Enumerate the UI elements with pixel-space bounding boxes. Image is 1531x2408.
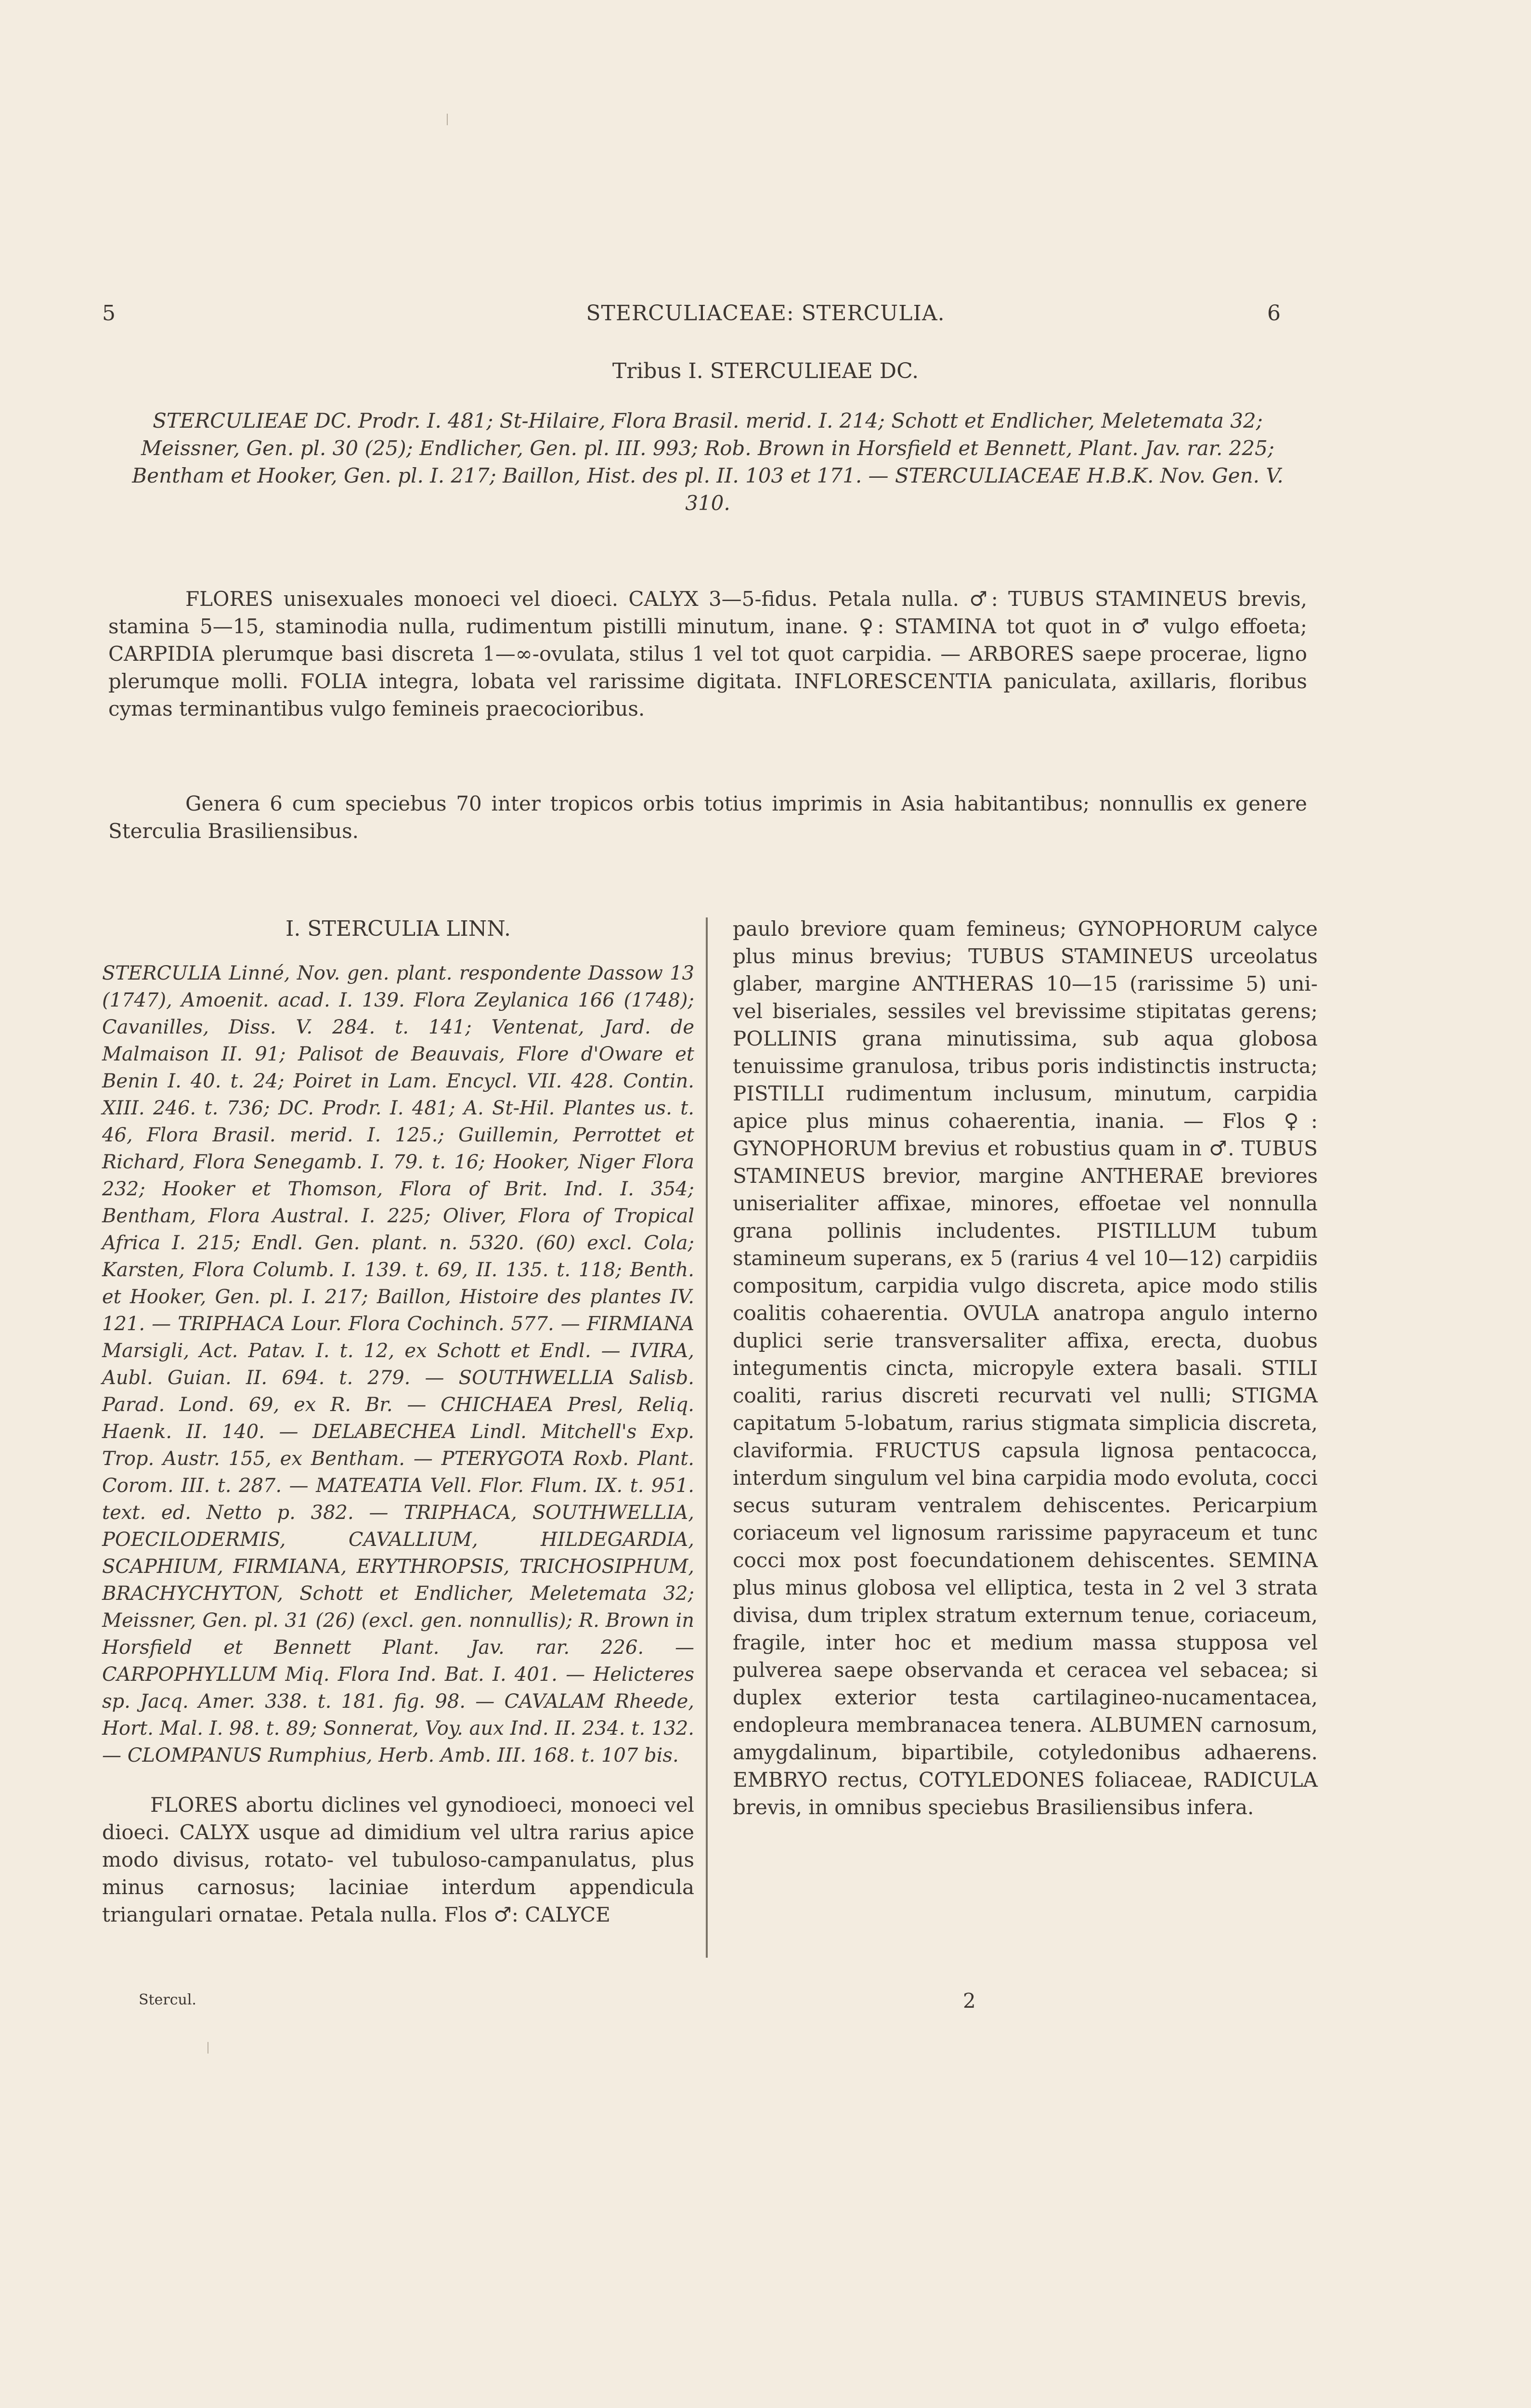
genus-description-continued: paulo breviore quam femineus; GYNOPHORUM calyce plus minus brevius; TUBUS STAMINEUS urceolatus glaber, margine ANTHERAS 10—15 (rarissime 5) uni- vel biseriales, sessiles vel brevissime stipitatas gerens; POLLINIS grana minutissima, sub aqua globosa tenuissime granulosa, tribus poris indistinctis instructa; PISTILLI rudimentum inclusum, minutum, carpidia apice plus minus cohaerentia, inania. — Flos ♀: GYNOPHORUM brevius et robustius quam in ♂. TUBUS STAMINEUS brevior, margine ANTHERAE breviores uniserialiter affixae, minores, effoetae vel nonnulla grana pollinis includentes. PISTILLUM tubum stamineum superans, ex 5 (rarius 4 vel 10—12) carpidiis compositum, carpidia vulgo discreta, apice modo stilis coalitis cohaerentia. OVULA anatropa angulo interno duplici serie transversaliter affixa, erecta, duobus integumentis cincta, micropyle extera basali. STILI coaliti, rarius discreti recurvati vel nulli; STIGMA capitatum 5-lobatum, rarius stigmata simplicia discreta, claviformia. FRUCTUS capsula lignosa pentacocca, interdum singulum vel bina carpidia modo evoluta, cocci secus suturam ventralem dehiscentes. Pericarpium coriaceum vel lignosum rarissime papyraceum et tunc cocci mox post foecundationem dehiscentes. SEMINA plus minus globosa vel elliptica, testa in 2 vel 3 strata divisa, dum triplex stratum externum tenue, coriaceum, fragile, inter hoc et medium massa stupposa vel pulverea saepe observanda et ceracea vel sebacea; si duplex exterior testa cartilagineo-nucamentacea, endopleura membranacea tenera. ALBUMEN carnosum, amygdalinum, bipartibile, cotyledonibus adhaerens. EMBRYO rectus, COTYLEDONES foliaceae, RADICULA brevis, in omnibus speciebus Brasiliensibus infera. [733,917,1318,1819]
page-number-left: 5 [102,301,116,326]
running-title: STERCULIACEAE: STERCULIA. [586,301,945,326]
genus-description-start: FLORES abortu diclines vel gynodioeci, monoeci vel dioeci. CALYX usque ad dimidium vel ultra rarius apice modo divisus, rotato- vel tubuloso-campanulatus, plus minus carnosus; laciniae interdum appendicula triangulari ornatae. Petala nulla. Flos ♂: CALYCE [102,1793,694,1926]
genera-note: Genera 6 cum speciebus 70 inter tropicos orbis totius imprimis in Asia habitantibus; nonnullis ex genere Sterculia Brasiliensibus. [108,792,1307,843]
tribus-synonymy: STERCULIEAE DC. Prodr. I. 481; St-Hilaire, Flora Brasil. merid. I. 214; Schott et Endlicher, Meletemata 32; Meissner, Gen. pl. 30 (25); Endlicher, Gen. pl. III. 993; Rob. Brown in Horsfield et Bennett, Plant. Jav. rar. 225; Bentham et Hooker, Gen. pl. I. 217; Baillon, Hist. des pl. II. 103 et 171. — STERCULIACEAE H.B.K. Nov. Gen. V. 310. [132,409,1284,515]
genus-heading: I. STERCULIA LINN. [285,916,511,941]
left-column [102,915,694,1928]
column-divider [706,917,708,1958]
genus-synonymy: STERCULIA Linné, Nov. gen. plant. respondente Dassow 13 (1747), Amoenit. acad. I. 139. Flora Zeylanica 166 (1748); Cavanilles, Diss. V. 284. t. 141; Ventenat, Jard. de Malmaison II. 91; Palisot de Beauvais, Flore d'Oware et Benin I. 40. t. 24; Poiret in Lam. Encycl. VII. 428. Contin. XIII. 246. t. 736; DC. Prodr. I. 481; A. St-Hil. Plantes us. t. 46, Flora Brasil. merid. I. 125.; Guillemin, Perrottet et Richard, Flora Senegamb. I. 79. t. 16; Hooker, Niger Flora 232; Hooker et Thomson, Flora of Brit. Ind. I. 354; Bentham, Flora Austral. I. 225; Oliver, Flora of Tropical Africa I. 215; Endl. Gen. plant. n. 5320. (60) excl. Cola; Karsten, Flora Columb. I. 139. t. 69, II. 135. t. 118; Benth. et Hooker, Gen. pl. I. 217; Baillon, Histoire des plantes IV. 121. — TRIPHACA Lour. Flora Cochinch. 577. — FIRMIANA Marsigli, Act. Patav. I. t. 12, ex Schott et Endl. — IVIRA, Aubl. Guian. II. 694. t. 279. — SOUTHWELLIA Salisb. Parad. Lond. 69, ex R. Br. — CHICHAEA Presl, Reliq. Haenk. II. 140. — DELABECHEA Lindl. Mitchell's Exp. Trop. Austr. 155, ex Bentham. — PTERYGOTA Roxb. Plant. Corom. III. t. 287. — MATEATIA Vell. Flor. Flum. IX. t. 951. text. ed. Netto p. 382. — TRIPHACA, SOUTHWELLIA, POECILODERMIS, CAVALLIUM, HILDEGARDIA, SCAPHIUM, FIRMIANA, ERYTHROPSIS, TRICHOSIPHUM, BRACHYCHYTON, Schott et Endlicher, Meletemata 32; Meissner, Gen. pl. 31 (26) (excl. gen. nonnullis); R. Brown in Horsfield et Bennett Plant. Jav. rar. 226. — CARPOPHYLLUM Miq. Flora Ind. Bat. I. 401. — Helicteres sp. Jacq. Amer. 338. t. 181. fig. 98. — CAVALAM Rheede, Hort. Mal. I. 98. t. 89; Sonnerat, Voy. aux Ind. II. 234. t. 132. — CLOMPANUS Rumphius, Herb. Amb. III. 168. t. 107 bis. [102,962,694,1767]
signature-number: 2 [963,1989,976,2013]
signature-mark: Stercul. [139,1991,196,2008]
tribus-heading: Tribus I. STERCULIEAE DC. [612,359,919,383]
page-number-right: 6 [1267,301,1281,326]
right-column [733,915,1318,1821]
print-mark [447,114,448,125]
tribus-description: FLORES unisexuales monoeci vel dioeci. CALYX 3—5-fidus. Petala nulla. ♂: TUBUS STAMINEUS brevis, stamina 5—15, staminodia nulla, rudimentum pistilli minutum, inane. ♀: STAMINA tot quot in ♂ vulgo effoeta; CARPIDIA plerumque basi discreta 1—∞-ovulata, stilus 1 vel tot quot carpidia. — ARBORES saepe procerae, ligno plerumque molli. FOLIA integra, lobata vel rarissime digitata. INFLORESCENTIA paniculata, axillaris, floribus cymas terminantibus vulgo femineis praecocioribus. [108,587,1307,720]
running-head [0,301,1531,335]
